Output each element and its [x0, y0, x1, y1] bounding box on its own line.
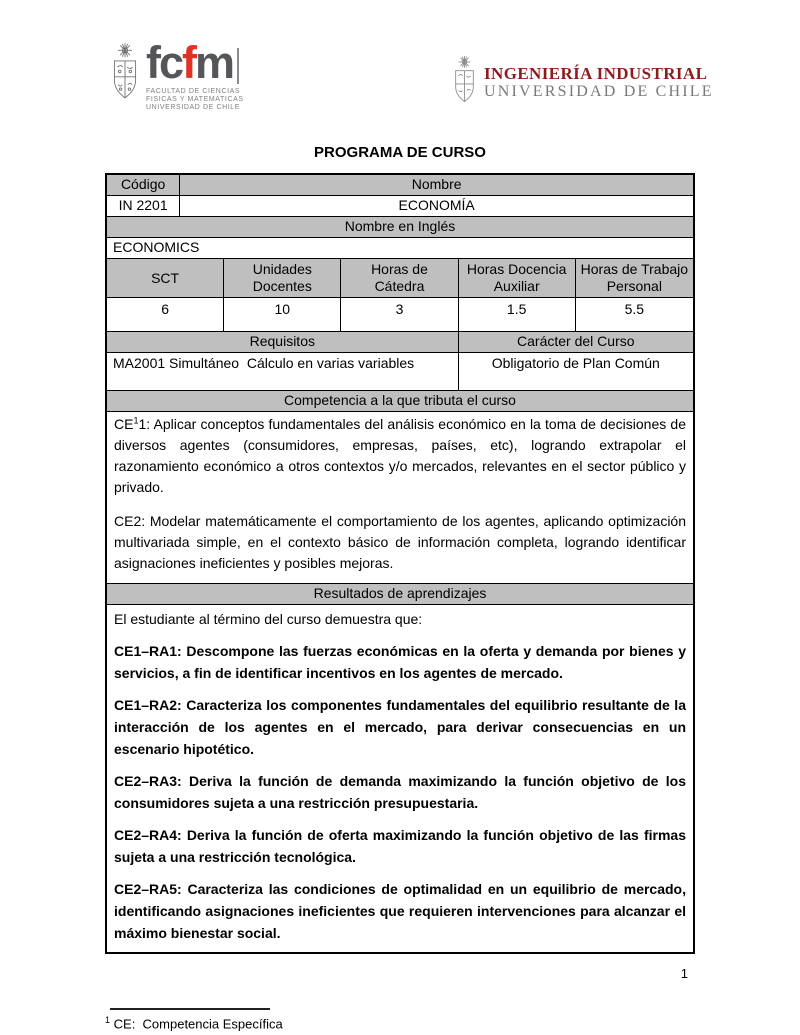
nombre-ingles-header-cell: Nombre en Inglés — [107, 217, 693, 237]
competencia-header-cell: Competencia a la que tributa el curso — [107, 391, 693, 411]
horas-trabajo-personal-header-cell: Horas de Trabajo Personal — [576, 259, 693, 297]
uchile-shield-icon — [110, 42, 140, 108]
page-number: 1 — [680, 966, 688, 981]
requisitos-header-cell: Requisitos — [107, 332, 459, 352]
horas-catedra-value-cell: 3 — [341, 298, 458, 331]
row-competencia-header — [107, 391, 693, 412]
sct-value-cell: 6 — [107, 298, 224, 331]
industrial-engineering-logo — [452, 55, 714, 110]
row-competencia-body — [107, 412, 693, 584]
fcfm-caption — [146, 88, 244, 112]
fcfm-caption-line1: FACULTAD DE CIENCIAS — [146, 88, 241, 95]
industrial-engineering-title: INGENIERÍA INDUSTRIAL — [484, 64, 708, 83]
competencia-paragraph-ce1: $CE^11$: Aplicar conceptos fundamentales del análisis económico en la toma de decisiones de diversos agentes (consumidores, empresas, países, etc), logrando extrapolar el razonamiento económico a otros contextos y/o mercados, relevantes en el sector público y privado. — [114, 415, 686, 495]
row-nombre-ingles-value — [107, 238, 693, 259]
horas-docencia-auxiliar-value-cell: 1.5 — [459, 298, 576, 331]
row-requisitos-header — [107, 332, 693, 353]
competencia-paragraph-ce2: CE2: Modelar matemáticamente el comportamiento de los agentes, aplicando optimización multivariada simple, en el contexto básico de información completa, logrando identificar asignaciones ineficientes y posibles mejoras. — [114, 513, 686, 571]
horas-trabajo-personal-value-cell: 5.5 — [624, 301, 645, 317]
resultados-body-cell — [107, 605, 693, 952]
nombre-value-cell: ECONOMÍA — [398, 197, 475, 213]
caracter-value-cell: Obligatorio de Plan Común — [491, 355, 660, 371]
resultado-item-ra1: CE1–RA1: Descompone las fuerzas económicas en la oferta y demanda por bienes y servicios, a fin de identificar incentivos en los agentes de mercado. — [114, 643, 686, 681]
row-resultados-body — [107, 605, 693, 952]
resultados-intro: El estudiante al término del curso demuestra que: — [114, 611, 423, 627]
caracter-header-cell: Carácter del Curso — [459, 332, 693, 352]
footnote-marker-superscript: 1 — [133, 415, 139, 426]
row-hours-values — [107, 298, 693, 332]
row-resultados-header — [107, 584, 693, 605]
horas-docencia-auxiliar-header-cell: Horas Docencia Auxiliar — [459, 259, 576, 297]
page-title: PROGRAMA DE CURSO — [314, 144, 486, 161]
fcfm-wordmark-red-f: f — [182, 37, 196, 88]
footnote-text: CE: Competencia Específica — [113, 1016, 283, 1032]
row-requisitos-values — [107, 353, 693, 391]
resultados-header-cell: Resultados de aprendizajes — [107, 584, 693, 604]
resultado-item-ra2: CE1–RA2: Caracteriza los componentes fundamentales del equilibrio resultante de la interacción de los agentes en el mercado, para derivar consecuencias en un escenario hipotético. — [114, 697, 686, 757]
horas-catedra-header-cell: Horas de Cátedra — [341, 259, 458, 297]
unidades-docentes-header-cell: Unidades Docentes — [224, 259, 341, 297]
nombre-ingles-value-cell: ECONOMICS — [113, 239, 200, 255]
resultado-item-ra5: CE2–RA5: Caracteriza las condiciones de optimalidad en un equilibrio de mercado, identificando asignaciones ineficientes que requieren intervenciones para alcanzar el máximo bienestar social. — [114, 881, 686, 941]
fcfm-wordmark — [146, 37, 244, 88]
fcfm-wordmark-gray: fc — [146, 37, 183, 88]
nombre-header-cell: Nombre — [180, 175, 693, 195]
footnote-divider — [110, 1008, 270, 1010]
uchile-shield-small-icon — [452, 55, 477, 110]
page-header — [0, 0, 800, 140]
course-program-table — [105, 173, 695, 954]
row-hours-header — [107, 259, 693, 298]
competencia-body-cell — [107, 412, 693, 583]
footnote — [105, 1015, 695, 1031]
fcfm-wordmark-bar — [237, 48, 239, 84]
codigo-header-cell: Código — [107, 175, 180, 195]
codigo-value-cell: IN 2201 — [107, 196, 180, 216]
row-nombre-ingles-header — [107, 217, 693, 238]
fcfm-logo — [110, 37, 244, 112]
row-codigo-nombre-values — [107, 196, 693, 217]
footnote-marker: 1 — [105, 1015, 111, 1025]
fcfm-caption-line3: UNIVERSIDAD DE CHILE — [146, 104, 241, 111]
fcfm-wordmark-m: m — [195, 37, 234, 88]
sct-header-cell: SCT — [107, 259, 224, 297]
requisitos-value-cell: MA2001 Simultáneo Cálculo en varias variables — [107, 353, 459, 390]
unidades-docentes-value-cell: 10 — [224, 298, 341, 331]
resultado-item-ra3: CE2–RA3: Deriva la función de demanda maximizando la función objetivo de los consumidores sujeta a una restricción presupuestaria. — [114, 773, 686, 811]
resultado-item-ra4: CE2–RA4: Deriva la función de oferta maximizando la función objetivo de las firmas sujeta a una restricción tecnológica. — [114, 827, 686, 865]
fcfm-caption-line2: FISICAS Y MATEMATICAS — [146, 96, 244, 103]
row-codigo-nombre-header — [107, 175, 693, 196]
footnote-area — [105, 1008, 695, 1031]
universidad-de-chile-label: UNIVERSIDAD DE CHILE — [484, 83, 714, 100]
